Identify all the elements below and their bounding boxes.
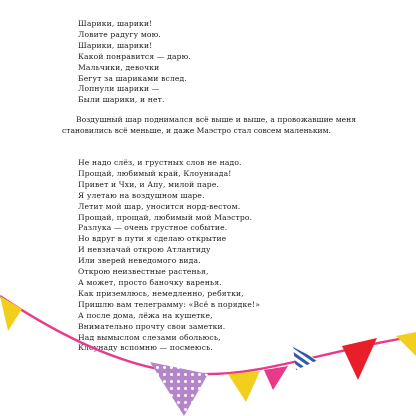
poem-line: Пришлю вам телеграмму: «Всё в порядке!»: [78, 299, 261, 309]
bunting-flag-blue-striped: [293, 347, 318, 370]
poem-line: Лопнули шарики —: [78, 84, 160, 94]
bunting-flag-yellow: [396, 332, 416, 356]
poem-line: Летит мой шар, уносится норд-вестом.: [78, 201, 241, 211]
poem-line: Над вымыслом слезами обольюсь,: [78, 332, 221, 342]
bunting-flag-yellow: [0, 296, 22, 331]
poem-line: Разлука — очень грустное событие.: [78, 223, 228, 233]
bunting-flag-yellow: [228, 371, 260, 402]
poem-line: Прощай, прощай, любимый мой Маэстро.: [78, 212, 253, 222]
bunting-flag-purple-dotted: [150, 362, 208, 416]
poem-line: Я улетаю на воздушном шаре.: [78, 190, 205, 200]
poem-line: Или зверей неведомого вида.: [78, 256, 201, 266]
poem-line: А может, просто баночку варенья.: [78, 277, 222, 287]
poem-line: Не надо слёз, и грустных слов не надо.: [78, 158, 242, 167]
poem-line: Были шарики, и нет.: [78, 95, 165, 105]
poem-line: Шарики, шарики!: [78, 19, 153, 28]
poem-line: Прощай, любимый край, Клоуниада!: [78, 168, 232, 178]
prose-paragraph: Воздушный шар поднимался всё выше и выше, а провожавшие меня становились всё меньше, и даже Маэстро стал совсем маленьким.: [62, 115, 356, 135]
poem-line: Внимательно прочту свои заметки.: [78, 321, 226, 331]
poem-line: Какой понравится — дарю.: [78, 51, 191, 61]
poem-line: Но вдруг в пути я сделаю открытие: [78, 234, 227, 244]
poem-line: Клоунаду вспомню — посмеюсь.: [78, 343, 213, 353]
poem-line: А после дома, лёжа на кушетке,: [78, 310, 213, 320]
poem-line: Как приземлюсь, немедленно, ребятки,: [78, 288, 244, 298]
poem-line: Мальчики, девочки: [78, 62, 160, 72]
poem-line: И невзначай открою Атлантиду: [78, 245, 211, 255]
bunting-flag-pink: [264, 366, 288, 390]
bunting-flag-red: [342, 338, 377, 380]
poem-line: Бегут за шариками вслед.: [78, 73, 187, 83]
poem-line: Привет и Чхи, и Апу, милой паре.: [78, 179, 220, 189]
poem-line: Ловите радугу мою.: [78, 29, 161, 39]
poem-line: Шарики, шарики!: [78, 40, 153, 50]
poem-line: Открою неизвестные растенья,: [78, 267, 209, 277]
